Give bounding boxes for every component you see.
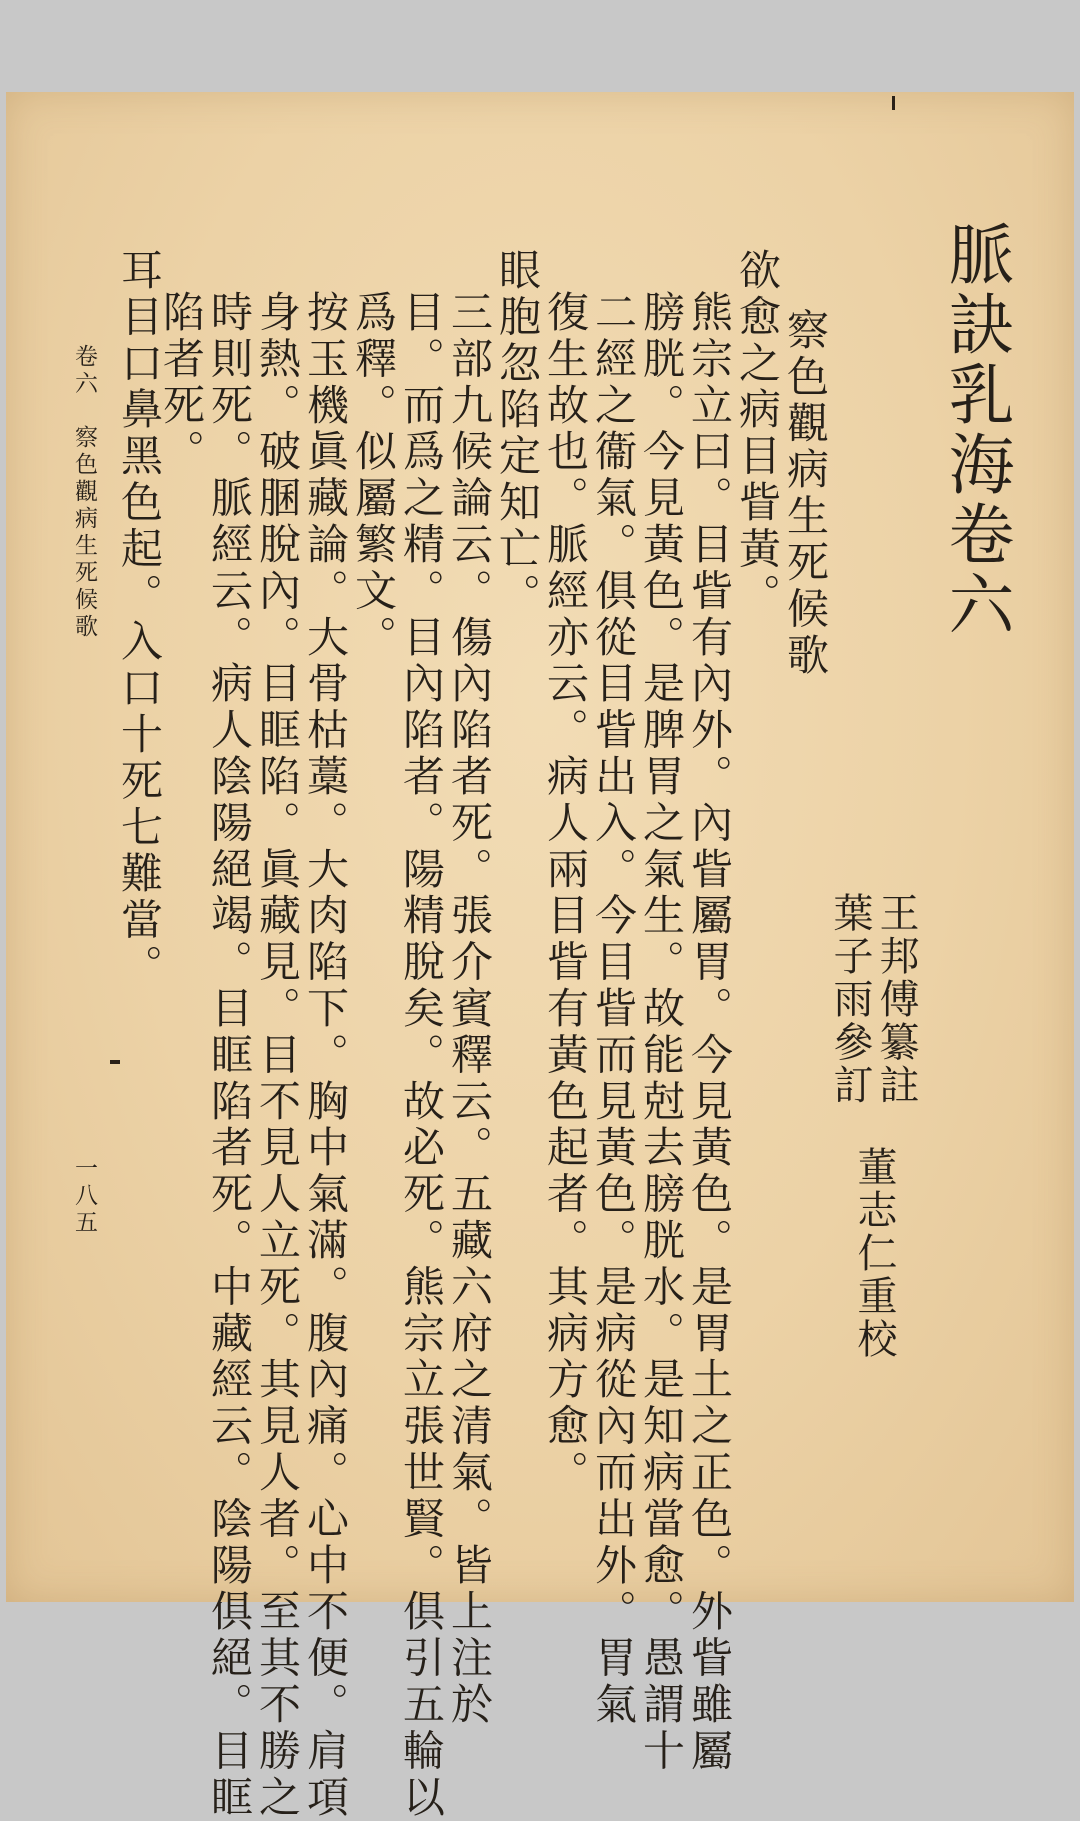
running-head: 卷六 察色觀病生死候歌 (71, 344, 97, 641)
text-column: 按玉機眞藏論。大骨枯藁。大肉陷下。胸中氣滿。腹內痛。心中不便。肩項 (301, 290, 350, 1821)
text-column: 陷者死。 (157, 290, 206, 476)
ink-speck (892, 96, 895, 110)
text-column: 目。而爲之精。目內陷者。陽精脫矣。故必死。熊宗立張世賢。俱引五輪以 (397, 290, 446, 1821)
book-page (6, 92, 1074, 1821)
page-number: 一八五 (71, 1156, 97, 1237)
text-column: 爲釋。似屬繁文。 (349, 290, 398, 662)
text-column: 二經之衞氣。俱從目眥出入。今目眥而見黃色。是病從內而出外。胃氣 (589, 290, 638, 1729)
text-column: 欲愈之病目眥黃。 (733, 248, 782, 620)
page-title: 脈訣乳海卷六 (937, 220, 1014, 640)
text-column: 身熱。破䐃脫內。目眶陷。眞藏見。目不見人立死。其見人者。至其不勝之 (253, 290, 302, 1821)
text-column: 膀胱。今見黃色。是脾胃之氣生。故能尅去膀胱水。是知病當愈。愚謂十 (637, 290, 686, 1775)
section-heading: 察色觀病生死候歌 (781, 308, 830, 680)
ink-speck (110, 1060, 120, 1064)
text-column: 三部九候論云。傷內陷者死。張介賓釋云。五藏六府之清氣。皆上注於 (445, 290, 494, 1729)
text-column: 眼胞忽陷定知亡。 (493, 248, 542, 620)
author-compiler: 王邦傅纂註 (873, 892, 919, 1107)
text-column: 耳目口鼻黑色起。入口十死七難當。 (115, 248, 164, 991)
text-column: 復生故也。脈經亦云。病人兩目眥有黃色起者。其病方愈。 (541, 290, 590, 1497)
text-column: 時則死。脈經云。病人陰陽絕竭。目眶陷者死。中藏經云。陰陽俱絕。目眶 (205, 290, 254, 1821)
author-recheck: 董志仁重校 (851, 1146, 897, 1361)
text-column: 熊宗立曰。目眥有內外。內眥屬胃。今見黃色。是胃土之正色。外眥雖屬 (685, 290, 734, 1775)
author-reviser: 葉子雨參訂 (827, 892, 873, 1107)
